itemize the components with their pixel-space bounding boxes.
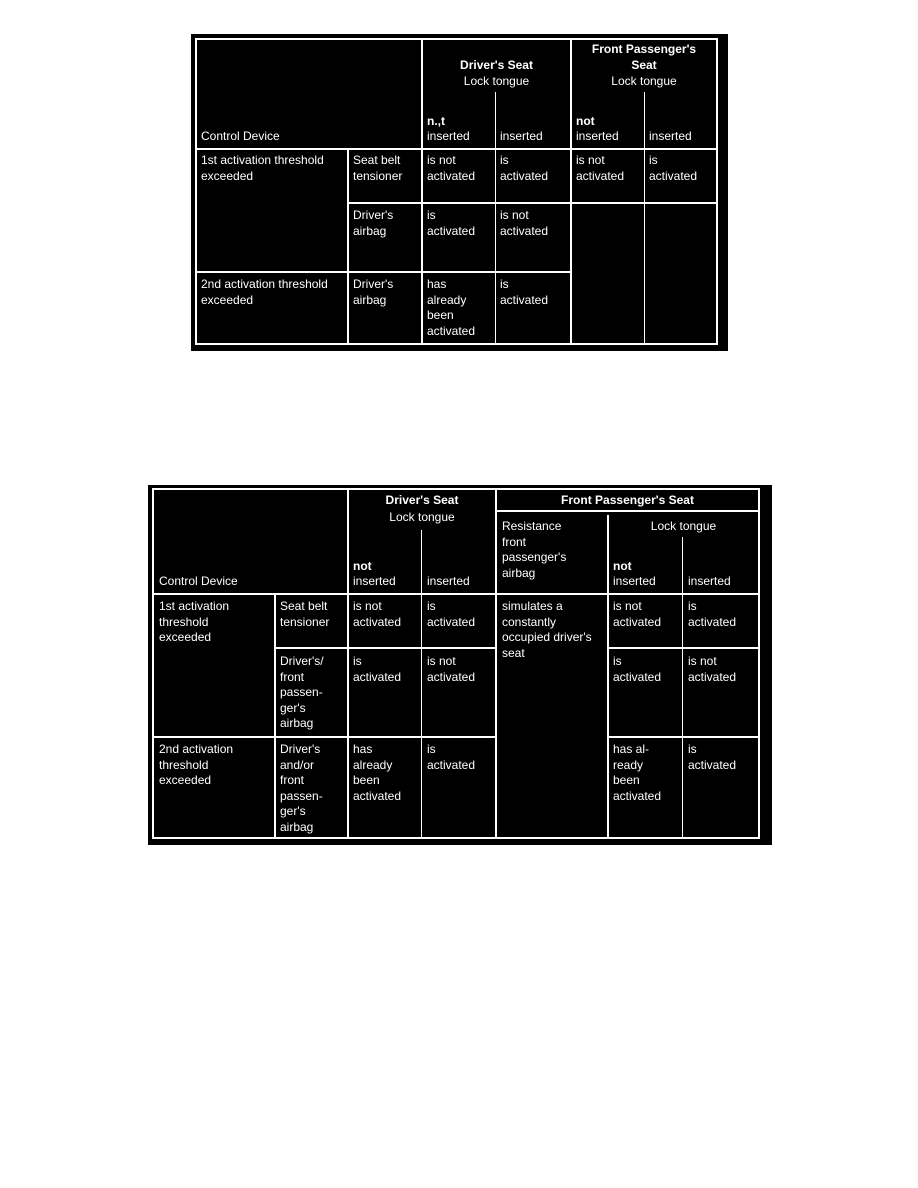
- row1-device-a: Seat belt tensioner: [353, 153, 403, 183]
- border: [195, 343, 718, 345]
- col-divider: [421, 530, 422, 839]
- col-divider: [347, 488, 349, 839]
- driver-inserted: inserted: [427, 574, 470, 588]
- col-divider: [495, 92, 496, 345]
- passenger-seat-header: Front Passenger's Seat: [591, 42, 697, 72]
- passenger-inserted: inserted: [688, 574, 731, 588]
- row-divider: [195, 148, 718, 150]
- row-divider: [607, 647, 760, 649]
- row1-device-a: Seat belt tensioner: [280, 599, 330, 629]
- row-divider: [195, 271, 572, 273]
- row1-label: 1st activation threshold exceeded: [159, 599, 230, 644]
- control-device-label: Control Device: [159, 574, 238, 588]
- passenger-seat-header: Front Passenger's Seat: [561, 493, 694, 507]
- row-divider: [152, 593, 760, 595]
- border: [195, 38, 718, 40]
- passenger-inserted: inserted: [649, 129, 692, 143]
- driver-not-inserted-2: inserted: [427, 129, 470, 143]
- border: [195, 38, 197, 345]
- cell: is not activated: [500, 208, 549, 238]
- drivers-lock-tongue: Lock tongue: [389, 510, 455, 524]
- cell: is not activated: [427, 153, 476, 183]
- row-divider: [495, 510, 760, 512]
- border: [152, 837, 760, 839]
- border: [716, 38, 718, 345]
- cell: is not activated: [688, 654, 737, 684]
- activation-table-2: [148, 485, 772, 845]
- row1-label: 1st activation threshold exceeded: [201, 153, 324, 183]
- col-divider: [607, 515, 609, 839]
- driver-inserted: inserted: [500, 129, 543, 143]
- row-divider: [274, 647, 497, 649]
- col-divider: [682, 537, 683, 839]
- cell: is activated: [353, 654, 402, 684]
- activation-table-1: [191, 34, 728, 351]
- row1-device-b: Driver's airbag: [353, 208, 394, 238]
- row2-label: 2nd activation threshold exceeded: [201, 277, 328, 307]
- cell: is activated: [688, 599, 737, 629]
- cell: is not activated: [613, 599, 662, 629]
- cell: is not activated: [353, 599, 402, 629]
- cell: has already been activated: [353, 742, 402, 803]
- passenger-not-inserted-1: not: [576, 114, 595, 128]
- row-divider: [607, 736, 760, 738]
- driver-not-1: not: [353, 559, 372, 573]
- driver-not-2: inserted: [353, 574, 396, 588]
- passenger-lock-tongue: Lock tongue: [650, 519, 717, 533]
- cell: is activated: [427, 208, 476, 238]
- drivers-lock-tongue: Lock tongue: [463, 74, 530, 88]
- control-device-label: Control Device: [201, 129, 280, 143]
- drivers-seat-header: Driver's Seat: [460, 58, 533, 72]
- passenger-not-inserted-2: inserted: [576, 129, 619, 143]
- cell: is activated: [688, 742, 737, 772]
- row-divider: [152, 736, 497, 738]
- cell: is activated: [649, 153, 698, 183]
- cell: is activated: [500, 277, 549, 307]
- row2-device: Driver's airbag: [353, 277, 394, 307]
- passenger-lock-tongue: Lock tongue: [611, 74, 677, 88]
- row2-label: 2nd activation threshold exceeded: [159, 742, 234, 787]
- cell: is activated: [500, 153, 549, 183]
- cell: is not activated: [576, 153, 625, 183]
- cell: has al- ready been activated: [613, 742, 662, 803]
- col-divider: [495, 488, 497, 839]
- cell: is activated: [427, 599, 476, 629]
- col-divider: [347, 148, 349, 345]
- row2-device: Driver's and/or front passen- ger's airbag: [280, 742, 323, 834]
- cell: is not activated: [427, 654, 476, 684]
- cell: is activated: [613, 654, 662, 684]
- col-divider: [644, 92, 645, 345]
- drivers-seat-header: Driver's Seat: [385, 493, 459, 507]
- passenger-not-2: inserted: [613, 574, 656, 588]
- border: [758, 488, 760, 839]
- cell: is activated: [427, 742, 476, 772]
- col-divider: [274, 593, 276, 839]
- border: [152, 488, 154, 839]
- row1-device-b: Driver's/ front passen- ger's airbag: [280, 654, 324, 730]
- passenger-not-1: not: [613, 559, 632, 573]
- resistance-value: simulates a constantly occupied driver's seat: [502, 599, 592, 660]
- resistance-header: Resistance front passenger's airbag: [502, 519, 567, 580]
- cell: has already been activated: [427, 277, 476, 338]
- row-divider: [347, 202, 718, 204]
- border: [152, 488, 760, 490]
- driver-not-inserted-1: n.,t: [427, 114, 445, 128]
